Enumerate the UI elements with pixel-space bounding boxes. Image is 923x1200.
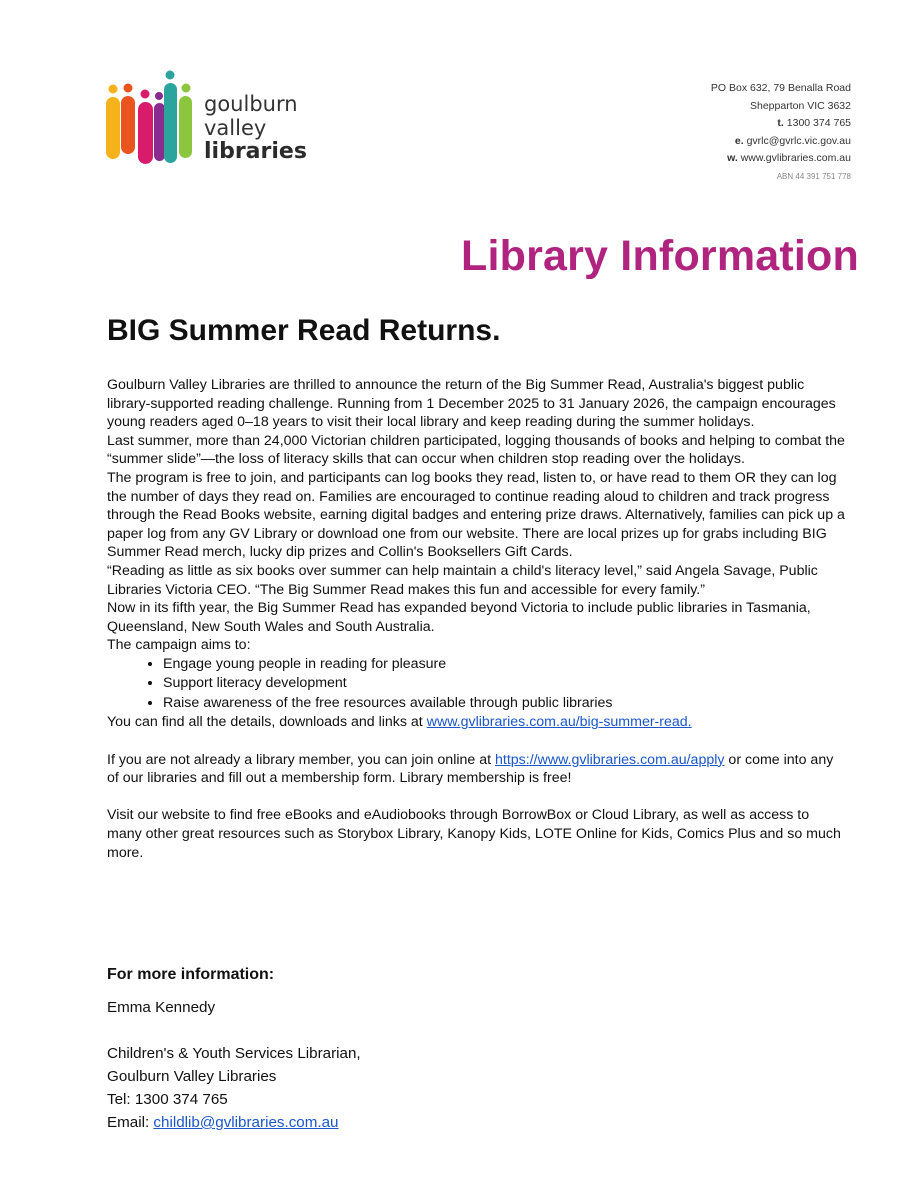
big-summer-read-link[interactable]: www.gvlibraries.com.au/big-summer-read. xyxy=(426,714,692,731)
email-prefix: e. xyxy=(734,134,744,147)
address-web xyxy=(711,150,851,168)
logo-line-2: valley xyxy=(204,116,267,140)
contact-email-link[interactable]: childlib@gvlibraries.com.au xyxy=(153,1114,339,1131)
aims-list-item: • Raise awareness of the free resources available through public libraries xyxy=(163,694,847,714)
apply-link[interactable]: https://www.gvlibraries.com.au/apply xyxy=(495,751,725,768)
logo-wordmark xyxy=(204,92,307,164)
contact-org: Goulburn Valley Libraries xyxy=(107,1068,277,1085)
document-title: Library Information xyxy=(460,232,859,280)
paragraph-last-summer: Last summer, more than 24,000 Victorian children participated, logging thousands of books and helping to combat the “summer slide”—the loss of literacy skills that can occur when children stop reading over the holidays. xyxy=(107,432,845,468)
email-value: gvrlc@gvrlc.vic.gov.au xyxy=(746,134,851,147)
paragraph-program: The program is free to join, and participants can log books they read, listen to, or have read to them OR they can log the number of days they read on. Families are encouraged to continue reading aloud to children and track progress through the Read Books website, earning digital badges and entering prize draws. Alternatively, families can pick up a paper log from any GV Library or download one from our website. There are local prizes up for grabs including BIG Summer Read merch, lucky dip prizes and Collin's Booksellers Gift Cards. xyxy=(107,469,845,561)
address-line-1: PO Box 632, 79 Benalla Road xyxy=(710,82,851,94)
logo-line-3: libraries xyxy=(204,139,307,164)
abn-number: ABN 44 391 751 778 xyxy=(776,171,851,181)
logo-figures-icon xyxy=(104,70,196,166)
paragraph-membership xyxy=(107,751,847,788)
details-text: You can find all the details, downloads and links at xyxy=(107,714,427,731)
goulburn-valley-libraries-logo xyxy=(104,70,324,170)
membership-text-a: If you are not already a library member, you can join online at xyxy=(107,751,496,768)
contact-email xyxy=(107,1111,847,1134)
article-body xyxy=(107,376,847,862)
contact-section xyxy=(107,963,847,1134)
contact-email-label: Email: xyxy=(107,1114,154,1131)
aims-list-item: • Engage young people in reading for pleasure xyxy=(163,655,847,675)
tel-value: 1300 374 765 xyxy=(786,117,851,129)
paragraph-aims-intro: The campaign aims to: xyxy=(107,637,251,654)
aims-list-item: • Support literacy development xyxy=(163,674,847,694)
paragraph-intro: Goulburn Valley Libraries are thrilled to announce the return of the Big Summer Read, Australia's biggest public library-supported reading challenge. Running from 1 December 2025 to 31 January 2026, the campaign encourages young readers aged 0–18 years to visit their local library and keep reading during the summer holidays. xyxy=(107,377,836,431)
letterhead-address xyxy=(711,80,851,185)
headline: BIG Summer Read Returns. xyxy=(107,314,501,347)
paragraph-details xyxy=(107,713,847,732)
contact-role: Children's & Youth Services Librarian, xyxy=(107,1045,361,1062)
logo-line-1: goulburn xyxy=(204,92,298,116)
membership-text-b: or come into any of our libraries and fill out a membership form. Library membership is free! xyxy=(107,751,834,787)
contact-heading: For more information: xyxy=(107,966,275,983)
aims-list xyxy=(107,655,847,714)
tel-prefix: t. xyxy=(777,117,784,129)
paragraph-fifth-year: Now in its fifth year, the Big Summer Read has expanded beyond Victoria to include public libraries in Tasmania, Queensland, New South Wales and South Australia. xyxy=(107,600,811,635)
contact-name: Emma Kennedy xyxy=(107,999,216,1016)
paragraph-quote: “Reading as little as six books over summer can help maintain a child's literacy level,” said Angela Savage, Public Libraries Victoria CEO. “The Big Summer Read makes this fun and accessible for every family.” xyxy=(107,562,818,598)
contact-tel: Tel: 1300 374 765 xyxy=(107,1091,228,1108)
web-prefix: w. xyxy=(727,152,738,164)
address-tel xyxy=(711,115,851,133)
address-line-2: Shepparton VIC 3632 xyxy=(750,99,851,112)
paragraph-resources: Visit our website to find free eBooks and eAudiobooks through BorrowBox or Cloud Library, as well as access to many other great resources such as Storybox Library, Kanopy Kids, LOTE Online for Kids, Comics Plus and so much more. xyxy=(107,807,841,861)
web-value: www.gvlibraries.com.au xyxy=(740,152,851,164)
address-email xyxy=(711,133,851,151)
